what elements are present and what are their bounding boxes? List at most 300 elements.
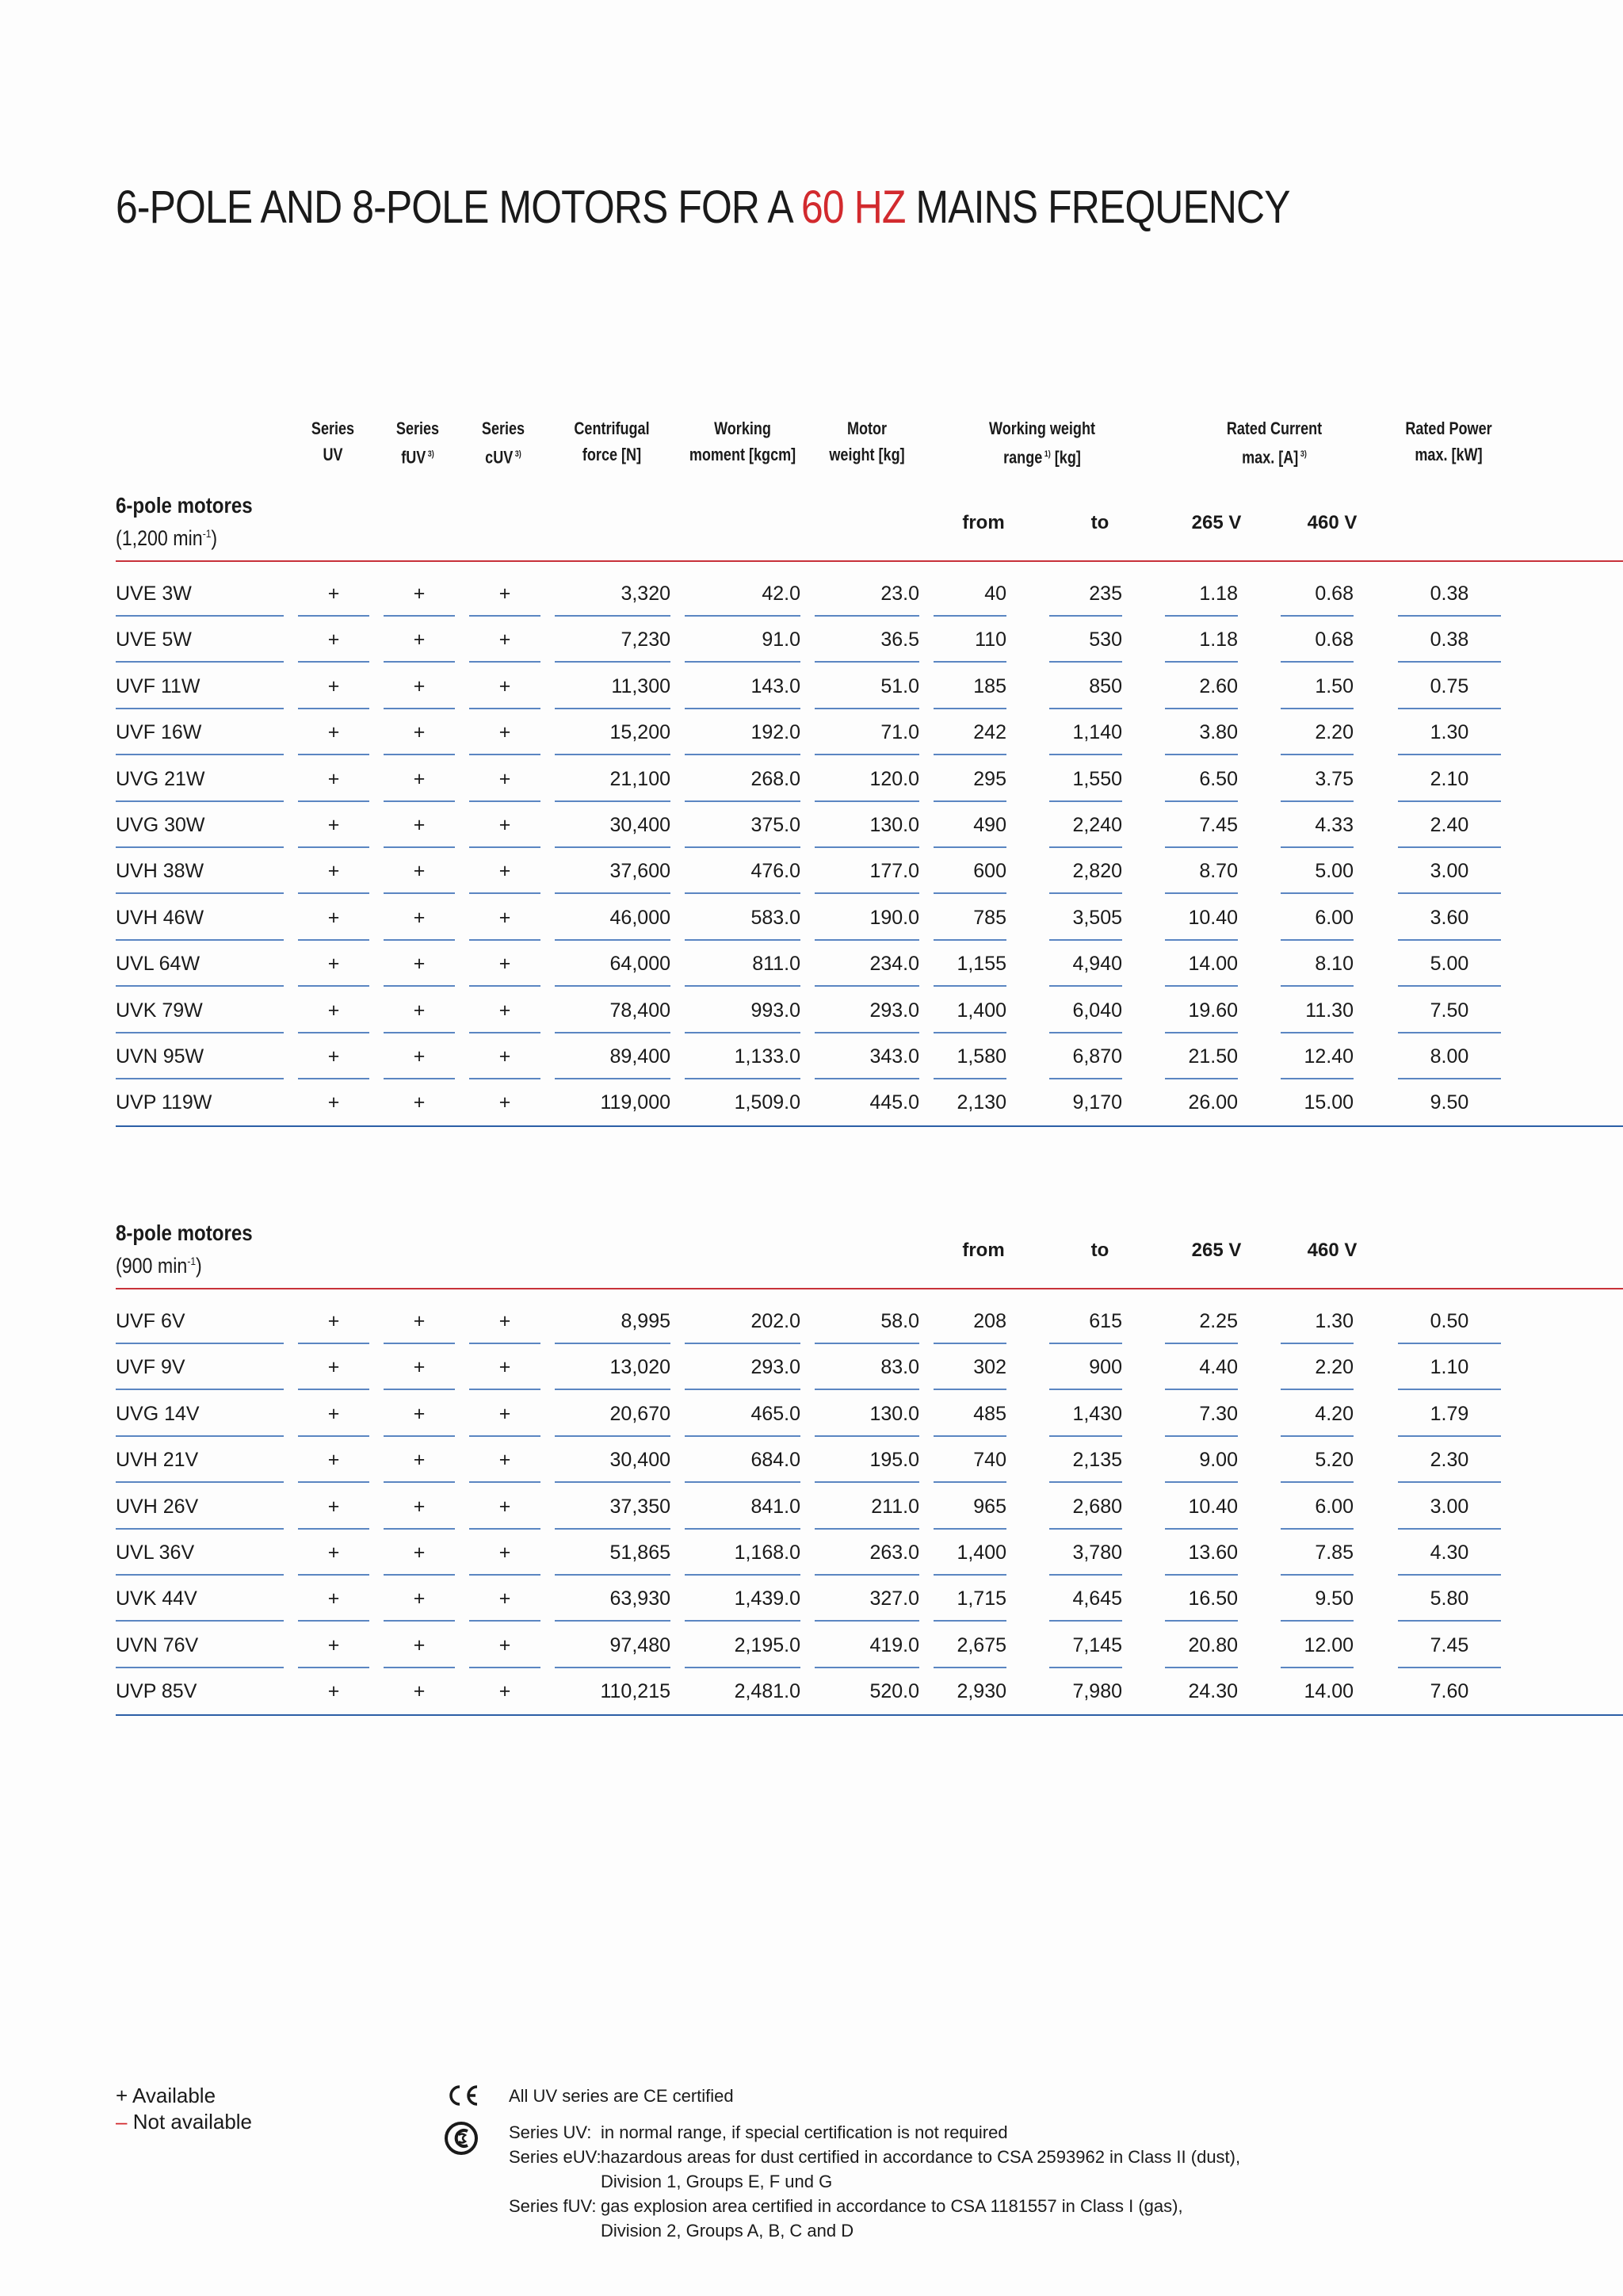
rated-power: 0.38 xyxy=(1398,628,1501,663)
centrifugal-force: 63,930 xyxy=(555,1587,670,1622)
model-name: UVL 36V xyxy=(116,1541,284,1576)
subheader-to: to xyxy=(1090,1240,1109,1261)
weight-from: 40 xyxy=(934,582,1006,617)
current-265v: 3.80 xyxy=(1165,720,1238,755)
rated-power: 5.80 xyxy=(1398,1587,1501,1622)
motor-weight: 419.0 xyxy=(815,1633,919,1668)
rated-power: 1.79 xyxy=(1398,1402,1501,1437)
table-row xyxy=(0,1079,1623,1125)
weight-to: 1,140 xyxy=(1049,720,1122,755)
weight-to: 900 xyxy=(1049,1355,1122,1390)
column-header-line1: Series xyxy=(311,418,355,438)
series-cuv: + xyxy=(469,906,540,941)
model-name: UVK 79W xyxy=(116,999,284,1033)
series-fuv: + xyxy=(384,1633,455,1668)
series-fuv: + xyxy=(413,1680,426,1703)
weight-from: 302 xyxy=(934,1355,1006,1390)
current-265v: 26.00 xyxy=(1188,1091,1238,1114)
column-header-line2: max. [A] $^{3)}$ xyxy=(1242,447,1307,468)
column-header xyxy=(1203,415,1346,470)
series-cuv: + xyxy=(469,1045,540,1079)
weight-to: 850 xyxy=(1049,674,1122,709)
rated-power: 5.00 xyxy=(1398,952,1501,987)
column-header-line1: Rated Power xyxy=(1405,418,1492,438)
working-moment: 476.0 xyxy=(685,859,800,894)
column-header-line2: max. [kW] xyxy=(1415,445,1483,464)
series-uv: + xyxy=(298,720,369,755)
weight-to: 6,040 xyxy=(1049,999,1122,1033)
series-fuv: + xyxy=(384,582,455,617)
model-name: UVP 85V xyxy=(116,1680,197,1703)
legend xyxy=(116,2083,252,2135)
weight-from: 965 xyxy=(934,1495,1006,1530)
group-title: 6-pole motores xyxy=(116,493,253,518)
working-moment: 465.0 xyxy=(685,1402,800,1437)
rated-power: 0.50 xyxy=(1398,1309,1501,1344)
table-row xyxy=(0,1033,1623,1079)
rated-power: 2.10 xyxy=(1398,767,1501,802)
column-header-line1: Working weight xyxy=(989,418,1095,438)
certification-series-label: Series eUV: xyxy=(509,2147,601,2167)
series-fuv: + xyxy=(384,1045,455,1079)
certification-description: in normal range, if special certification is not required xyxy=(601,2122,1008,2142)
series-uv: + xyxy=(298,767,369,802)
subheader-265v: 265 V xyxy=(1191,1240,1242,1261)
motor-weight: 83.0 xyxy=(815,1355,919,1390)
centrifugal-force: 78,400 xyxy=(555,999,670,1033)
certification-description: gas explosion area certified in accordance to CSA 1181557 in Class I (gas), xyxy=(601,2196,1183,2216)
weight-to: 4,940 xyxy=(1049,952,1122,987)
certification-series-label: Series fUV: xyxy=(509,2196,597,2216)
series-uv: + xyxy=(298,1587,369,1622)
series-cuv: + xyxy=(469,813,540,848)
rated-power: 0.75 xyxy=(1398,674,1501,709)
series-uv: + xyxy=(298,999,369,1033)
current-265v: 20.80 xyxy=(1165,1633,1238,1668)
weight-to: 615 xyxy=(1049,1309,1122,1344)
table-row xyxy=(0,895,1623,941)
current-265v: 19.60 xyxy=(1165,999,1238,1033)
column-header xyxy=(372,415,464,470)
series-cuv: + xyxy=(469,999,540,1033)
model-name: UVK 44V xyxy=(116,1587,284,1622)
motor-weight: 51.0 xyxy=(815,674,919,709)
current-265v: 21.50 xyxy=(1165,1045,1238,1079)
weight-to: 2,820 xyxy=(1049,859,1122,894)
model-name: UVH 46W xyxy=(116,906,284,941)
column-header xyxy=(458,415,549,470)
current-460v: 15.00 xyxy=(1304,1091,1354,1114)
table-row xyxy=(0,1298,1623,1344)
column-header-line2: cUV $^{3)}$ xyxy=(485,447,521,468)
series-fuv: + xyxy=(384,999,455,1033)
column-header-line2: weight [kg] xyxy=(829,445,905,464)
current-460v: 9.50 xyxy=(1281,1587,1354,1622)
current-265v: 24.30 xyxy=(1188,1680,1238,1703)
series-uv: + xyxy=(298,813,369,848)
centrifugal-force: 11,300 xyxy=(555,674,670,709)
certification-description-cont: Division 2, Groups A, B, C and D xyxy=(601,2221,854,2241)
series-cuv: + xyxy=(469,1495,540,1530)
current-265v: 13.60 xyxy=(1165,1541,1238,1576)
series-fuv: + xyxy=(384,628,455,663)
motor-weight: 520.0 xyxy=(869,1680,919,1703)
column-header xyxy=(1384,415,1514,468)
centrifugal-force: 8,995 xyxy=(555,1309,670,1344)
weight-from: 2,675 xyxy=(934,1633,1006,1668)
motor-weight: 234.0 xyxy=(815,952,919,987)
current-460v: 1.50 xyxy=(1281,674,1354,709)
series-cuv: + xyxy=(469,1448,540,1483)
rated-power: 3.60 xyxy=(1398,906,1501,941)
table-bottom-rule xyxy=(116,1125,1623,1127)
rated-power: 2.40 xyxy=(1398,813,1501,848)
series-cuv: + xyxy=(469,674,540,709)
weight-to: 9,170 xyxy=(1072,1091,1122,1114)
weight-from: 785 xyxy=(934,906,1006,941)
legend-available-label: Available xyxy=(132,2084,216,2107)
weight-to: 1,430 xyxy=(1049,1402,1122,1437)
working-moment: 192.0 xyxy=(685,720,800,755)
model-name: UVN 76V xyxy=(116,1633,284,1668)
motor-weight: 195.0 xyxy=(815,1448,919,1483)
series-fuv: + xyxy=(413,1091,426,1114)
current-460v: 7.85 xyxy=(1281,1541,1354,1576)
series-cuv: + xyxy=(469,859,540,894)
series-uv: + xyxy=(298,952,369,987)
current-460v: 12.40 xyxy=(1281,1045,1354,1079)
series-fuv: + xyxy=(384,1402,455,1437)
weight-to: 1,550 xyxy=(1049,767,1122,802)
column-header-line2: force [N] xyxy=(582,445,642,464)
weight-from: 600 xyxy=(934,859,1006,894)
series-uv: + xyxy=(298,1309,369,1344)
rated-power: 8.00 xyxy=(1398,1045,1501,1079)
rated-power: 7.60 xyxy=(1430,1680,1469,1703)
current-265v: 1.18 xyxy=(1165,628,1238,663)
rated-power: 3.00 xyxy=(1398,859,1501,894)
column-header xyxy=(547,415,677,468)
header-divider xyxy=(116,1288,1623,1289)
legend-not-available xyxy=(116,2109,252,2135)
series-fuv: + xyxy=(384,1355,455,1390)
working-moment: 993.0 xyxy=(685,999,800,1033)
table-row xyxy=(0,1391,1623,1437)
certification-description-cont: Division 1, Groups E, F und G xyxy=(601,2172,833,2191)
centrifugal-force: 97,480 xyxy=(555,1633,670,1668)
motor-weight: 36.5 xyxy=(815,628,919,663)
working-moment: 841.0 xyxy=(685,1495,800,1530)
centrifugal-force: 21,100 xyxy=(555,767,670,802)
centrifugal-force: 3,320 xyxy=(555,582,670,617)
certification-line-continued xyxy=(509,2218,1301,2243)
title-text-end: MAINS FREQUENCY xyxy=(905,181,1290,233)
column-header-line1: Motor xyxy=(846,418,888,438)
centrifugal-force: 110,215 xyxy=(600,1680,670,1703)
subheader-460v: 460 V xyxy=(1307,1240,1358,1261)
table-row xyxy=(0,941,1623,987)
current-265v: 2.60 xyxy=(1165,674,1238,709)
current-460v: 0.68 xyxy=(1281,628,1354,663)
current-265v: 10.40 xyxy=(1165,906,1238,941)
motor-weight: 177.0 xyxy=(815,859,919,894)
weight-from: 1,580 xyxy=(934,1045,1006,1079)
model-name: UVH 21V xyxy=(116,1448,284,1483)
series-fuv: + xyxy=(384,1448,455,1483)
centrifugal-force: 37,600 xyxy=(555,859,670,894)
weight-to: 7,145 xyxy=(1049,1633,1122,1668)
centrifugal-force: 30,400 xyxy=(555,1448,670,1483)
motor-weight: 120.0 xyxy=(815,767,919,802)
current-265v: 16.50 xyxy=(1165,1587,1238,1622)
rated-power: 0.38 xyxy=(1398,582,1501,617)
working-moment: 293.0 xyxy=(685,1355,800,1390)
certification-line xyxy=(509,2145,1301,2169)
current-265v: 10.40 xyxy=(1165,1495,1238,1530)
current-460v: 14.00 xyxy=(1304,1680,1354,1703)
certification-line-continued xyxy=(509,2169,1301,2194)
column-header-line2: UV xyxy=(323,445,343,464)
column-header-line1: Rated Current xyxy=(1226,418,1323,438)
title-highlight: 60 HZ xyxy=(800,181,906,233)
current-265v: 4.40 xyxy=(1165,1355,1238,1390)
working-moment: 2,481.0 xyxy=(734,1680,800,1703)
subheader-to: to xyxy=(1090,512,1109,533)
weight-to: 2,240 xyxy=(1049,813,1122,848)
table-row xyxy=(0,1344,1623,1390)
current-460v: 1.30 xyxy=(1281,1309,1354,1344)
current-265v: 2.25 xyxy=(1165,1309,1238,1344)
subheader-from: from xyxy=(962,1240,1005,1261)
centrifugal-force: 37,350 xyxy=(555,1495,670,1530)
weight-to: 530 xyxy=(1049,628,1122,663)
series-fuv: + xyxy=(384,859,455,894)
working-moment: 268.0 xyxy=(685,767,800,802)
series-fuv: + xyxy=(384,813,455,848)
rated-power: 1.10 xyxy=(1398,1355,1501,1390)
series-fuv: + xyxy=(384,1309,455,1344)
group-speed: (900 $\min^{-1}$) xyxy=(116,1254,202,1278)
current-460v: 3.75 xyxy=(1281,767,1354,802)
weight-to: 235 xyxy=(1049,582,1122,617)
column-header xyxy=(812,415,922,468)
centrifugal-force: 119,000 xyxy=(600,1091,670,1114)
model-name: UVN 95W xyxy=(116,1045,284,1079)
series-uv: + xyxy=(298,1045,369,1079)
table-row xyxy=(0,1576,1623,1622)
weight-to: 2,680 xyxy=(1049,1495,1122,1530)
series-uv: + xyxy=(298,1495,369,1530)
column-header-line1: Working xyxy=(714,418,771,438)
series-fuv: + xyxy=(384,952,455,987)
model-name: UVP 119W xyxy=(116,1091,212,1114)
series-cuv: + xyxy=(469,1309,540,1344)
motor-weight: 263.0 xyxy=(815,1541,919,1576)
current-265v: 6.50 xyxy=(1165,767,1238,802)
series-fuv: + xyxy=(384,1541,455,1576)
table-bottom-rule xyxy=(116,1714,1623,1716)
column-header-line1: Series xyxy=(395,418,440,438)
weight-from: 110 xyxy=(934,628,1006,663)
model-name: UVG 30W xyxy=(116,813,284,848)
table-row xyxy=(0,1668,1623,1714)
series-cuv: + xyxy=(469,720,540,755)
header-divider xyxy=(116,560,1623,562)
series-cuv: + xyxy=(469,582,540,617)
table-row xyxy=(0,756,1623,802)
weight-to: 2,135 xyxy=(1049,1448,1122,1483)
series-uv: + xyxy=(298,906,369,941)
title-text: 6-POLE AND 8-POLE MOTORS FOR A xyxy=(116,181,801,233)
current-460v: 8.10 xyxy=(1281,952,1354,987)
model-name: UVF 11W xyxy=(116,674,284,709)
table-row xyxy=(0,709,1623,755)
table-row xyxy=(0,617,1623,663)
table-row xyxy=(0,571,1623,617)
table-row xyxy=(0,663,1623,709)
working-moment: 202.0 xyxy=(685,1309,800,1344)
current-460v: 2.20 xyxy=(1281,1355,1354,1390)
column-header-line2: range $^{1)}$ [kg] xyxy=(1003,447,1081,468)
model-name: UVF 9V xyxy=(116,1355,284,1390)
series-uv: + xyxy=(298,1633,369,1668)
motor-weight: 71.0 xyxy=(815,720,919,755)
series-fuv: + xyxy=(384,674,455,709)
column-header xyxy=(288,415,379,468)
weight-from: 208 xyxy=(934,1309,1006,1344)
series-cuv: + xyxy=(469,628,540,663)
table-row xyxy=(0,1530,1623,1576)
current-460v: 12.00 xyxy=(1281,1633,1354,1668)
weight-from: 485 xyxy=(934,1402,1006,1437)
model-name: UVE 5W xyxy=(116,628,284,663)
page-title xyxy=(116,181,1290,234)
current-460v: 4.33 xyxy=(1281,813,1354,848)
current-265v: 9.00 xyxy=(1165,1448,1238,1483)
group-speed: (1,200 $\min^{-1}$) xyxy=(116,526,218,550)
certification-description: hazardous areas for dust certified in accordance to CSA 2593962 in Class II (dust), xyxy=(601,2147,1241,2167)
weight-to: 6,870 xyxy=(1049,1045,1122,1079)
certification-line xyxy=(509,2120,1301,2145)
current-265v: 14.00 xyxy=(1165,952,1238,987)
series-uv: + xyxy=(298,1541,369,1576)
minus-symbol: – xyxy=(116,2110,128,2134)
centrifugal-force: 7,230 xyxy=(555,628,670,663)
centrifugal-force: 46,000 xyxy=(555,906,670,941)
working-moment: 1,168.0 xyxy=(685,1541,800,1576)
motor-weight: 327.0 xyxy=(815,1587,919,1622)
motor-weight: 190.0 xyxy=(815,906,919,941)
current-265v: 1.18 xyxy=(1165,582,1238,617)
series-cuv: + xyxy=(469,1541,540,1576)
certification-series-label: Series UV: xyxy=(509,2122,592,2142)
current-265v: 7.45 xyxy=(1165,813,1238,848)
motor-weight: 58.0 xyxy=(815,1309,919,1344)
centrifugal-force: 51,865 xyxy=(555,1541,670,1576)
column-header-line2: fUV $^{3)}$ xyxy=(401,447,434,468)
current-460v: 4.20 xyxy=(1281,1402,1354,1437)
table-row xyxy=(0,988,1623,1033)
model-name: UVG 21W xyxy=(116,767,284,802)
weight-to: 4,645 xyxy=(1049,1587,1122,1622)
subheader-265v: 265 V xyxy=(1191,512,1242,533)
column-header xyxy=(678,415,808,468)
current-460v: 6.00 xyxy=(1281,1495,1354,1530)
weight-from: 2,130 xyxy=(957,1091,1006,1114)
motor-weight: 343.0 xyxy=(815,1045,919,1079)
column-header-line2: moment [kgcm] xyxy=(689,445,796,464)
plus-symbol: + xyxy=(116,2084,128,2107)
working-moment: 684.0 xyxy=(685,1448,800,1483)
centrifugal-force: 20,670 xyxy=(555,1402,670,1437)
series-fuv: + xyxy=(384,1587,455,1622)
model-name: UVG 14V xyxy=(116,1402,284,1437)
model-name: UVH 26V xyxy=(116,1495,284,1530)
motor-weight: 130.0 xyxy=(815,1402,919,1437)
current-460v: 0.68 xyxy=(1281,582,1354,617)
working-moment: 1,439.0 xyxy=(685,1587,800,1622)
current-460v: 2.20 xyxy=(1281,720,1354,755)
series-uv: + xyxy=(298,674,369,709)
motor-weight: 23.0 xyxy=(815,582,919,617)
certification-line xyxy=(509,2194,1301,2218)
motor-weight: 130.0 xyxy=(815,813,919,848)
column-header-line1: Series xyxy=(481,418,525,438)
rated-power: 7.50 xyxy=(1398,999,1501,1033)
weight-from: 740 xyxy=(934,1448,1006,1483)
rated-power: 3.00 xyxy=(1398,1495,1501,1530)
current-460v: 5.00 xyxy=(1281,859,1354,894)
weight-to: 7,980 xyxy=(1072,1680,1122,1703)
rated-power: 1.30 xyxy=(1398,720,1501,755)
weight-from: 1,715 xyxy=(934,1587,1006,1622)
rated-power: 7.45 xyxy=(1398,1633,1501,1668)
series-cuv: + xyxy=(498,1091,511,1114)
series-uv: + xyxy=(327,1680,340,1703)
current-460v: 5.20 xyxy=(1281,1448,1354,1483)
model-name: UVE 3W xyxy=(116,582,284,617)
series-uv: + xyxy=(298,628,369,663)
group-title: 8-pole motores xyxy=(116,1221,253,1245)
ce-text-label: All UV series are CE certified xyxy=(509,2086,734,2106)
certification-notes xyxy=(509,2120,1301,2243)
working-moment: 42.0 xyxy=(685,582,800,617)
motor-weight: 211.0 xyxy=(815,1495,919,1530)
series-cuv: + xyxy=(469,1355,540,1390)
model-name: UVF 16W xyxy=(116,720,284,755)
working-moment: 1,509.0 xyxy=(734,1091,800,1114)
series-cuv: + xyxy=(469,952,540,987)
rated-power: 4.30 xyxy=(1398,1541,1501,1576)
current-265v: 7.30 xyxy=(1165,1402,1238,1437)
subheader-460v: 460 V xyxy=(1307,512,1358,533)
model-name: UVH 38W xyxy=(116,859,284,894)
table-row xyxy=(0,848,1623,894)
centrifugal-force: 15,200 xyxy=(555,720,670,755)
current-460v: 6.00 xyxy=(1281,906,1354,941)
series-fuv: + xyxy=(384,906,455,941)
rated-power: 9.50 xyxy=(1430,1091,1469,1114)
weight-from: 185 xyxy=(934,674,1006,709)
series-cuv: + xyxy=(498,1680,511,1703)
weight-from: 1,400 xyxy=(934,1541,1006,1576)
rated-power: 2.30 xyxy=(1398,1448,1501,1483)
legend-not-available-label: Not available xyxy=(132,2110,253,2134)
series-fuv: + xyxy=(384,767,455,802)
legend-available xyxy=(116,2083,252,2109)
centrifugal-force: 89,400 xyxy=(555,1045,670,1079)
subheader-from: from xyxy=(962,512,1005,533)
